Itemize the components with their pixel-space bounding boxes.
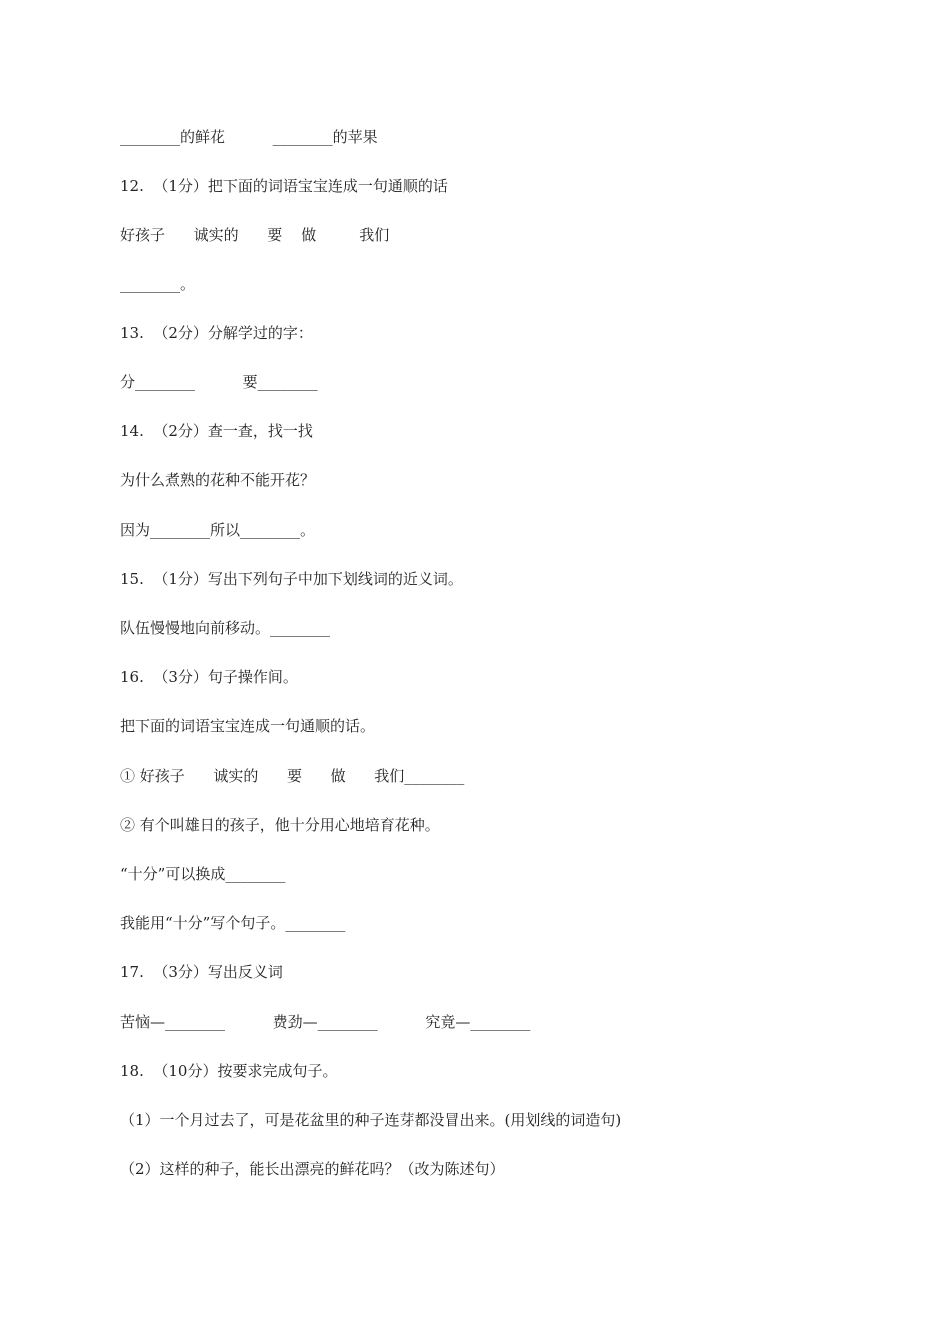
question-18-title: 18. （10分）按要求完成句子。 <box>120 1062 338 1080</box>
question-16-item-2b: 我能用“十分”写个句子。________ <box>120 914 346 932</box>
question-16-item-2a: “十分”可以换成________ <box>120 865 286 883</box>
question-18-item-1: （1）一个月过去了，可是花盆里的种子连芽都没冒出来。(用划线的词造句) <box>120 1111 622 1129</box>
question-16-item-2: ② 有个叫雄日的孩子，他十分用心地培育花种。 <box>120 816 440 834</box>
question-12-answer: ________。 <box>120 275 196 293</box>
question-17-antonyms: 苦恼—________ 费劲—________ 究竟—________ <box>120 1013 531 1031</box>
question-16-item-1: ① 好孩子 诚实的 要 做 我们________ <box>120 767 465 785</box>
question-17-title: 17. （3分）写出反义词 <box>120 963 283 981</box>
question-12-title: 12. （1分）把下面的词语宝宝连成一句通顺的话 <box>120 177 448 195</box>
question-16-instruction: 把下面的词语宝宝连成一句通顺的话。 <box>120 717 376 735</box>
question-12-words: 好孩子 诚实的 要 做 我们 <box>120 226 390 244</box>
question-16-title: 16. （3分）句子操作间。 <box>120 668 298 686</box>
question-14-prompt: 为什么煮熟的花种不能开花？ <box>120 471 316 489</box>
question-13-answer: 分________ 要________ <box>120 373 318 391</box>
question-14-title: 14. （2分）查一查，找一找 <box>120 422 313 440</box>
question-18-item-2: （2）这样的种子，能长出漂亮的鲜花吗？（改为陈述句） <box>120 1160 505 1178</box>
fill-blank-line: ________的鲜花 ________的苹果 <box>120 128 378 146</box>
question-13-title: 13. （2分）分解学过的字： <box>120 324 313 342</box>
question-14-answer: 因为________所以________。 <box>120 521 316 539</box>
question-15-title: 15. （1分）写出下列句子中加下划线词的近义词。 <box>120 570 463 588</box>
question-15-sentence: 队伍慢慢地向前移动。________ <box>120 619 331 637</box>
